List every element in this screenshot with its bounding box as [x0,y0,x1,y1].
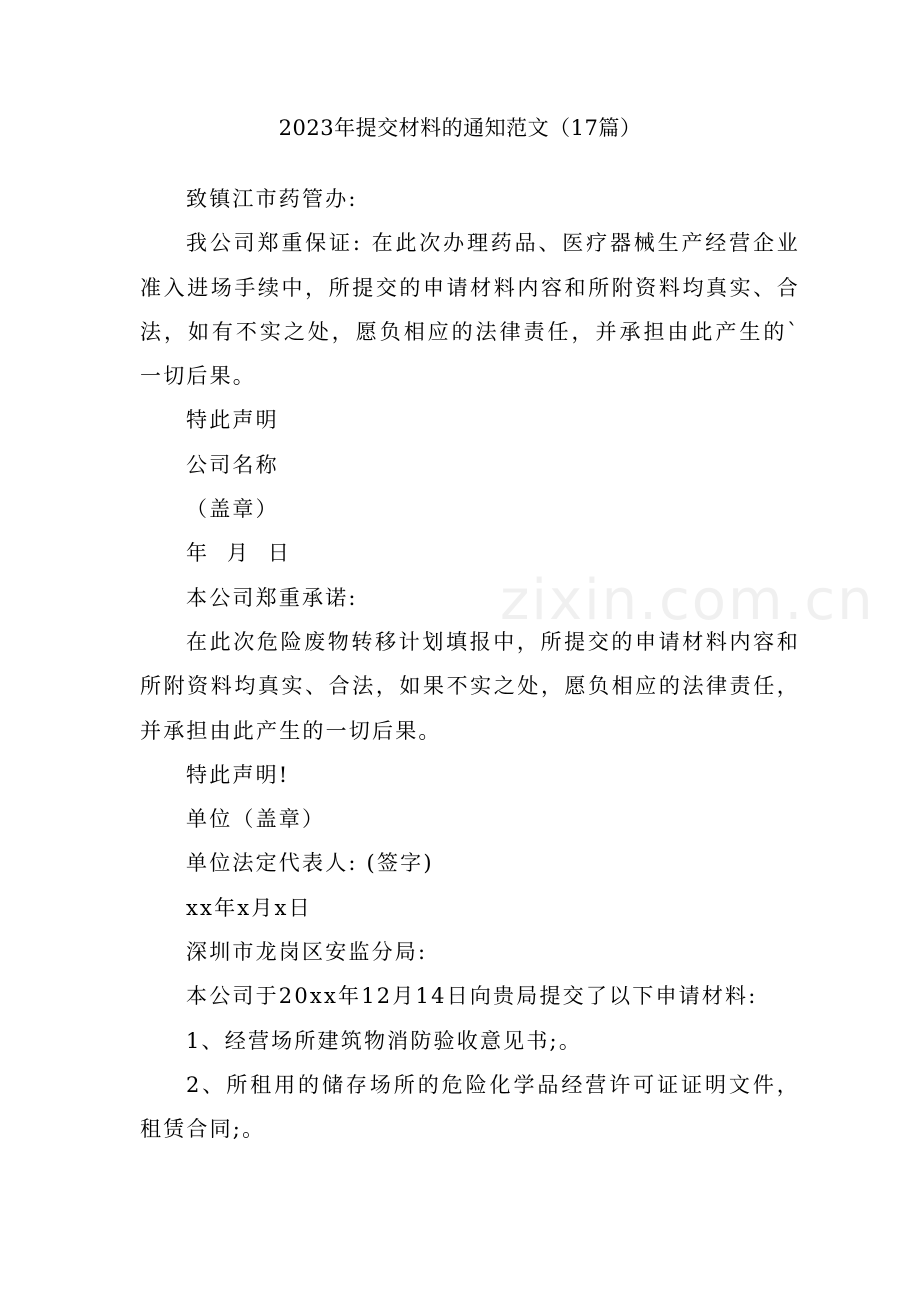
guarantee-paragraph: 我公司郑重保证: 在此次办理药品、医疗器械生产经营企业准入进场手续中，所提交的申请材料内容和所附资料均真实、合法，如有不实之处，愿负相应的法律责任，并承担由此产生的`一切后果。 [140,231,800,389]
seal-line: （盖章） [186,497,279,522]
submission-paragraph: 本公司于20xx年12月14日向贵局提交了以下申请材料: [186,984,758,1009]
salutation-paragraph: 致镇江市药管办: [186,187,358,211]
date-line: 年 月 日 [186,541,292,566]
date-line-2: xx年x月x日 [186,895,312,920]
addressee-line: 深圳市龙岗区安监分局: [186,940,428,965]
list-item: 1、经营场所建筑物消防验收意见书;。 [186,1028,583,1053]
company-name-line: 公司名称 [186,452,279,477]
commitment-paragraph: 在此次危险废物转移计划填报中，所提交的申请材料内容和所附资料均真实、合法，如果不实之处，愿负相应的法律责任，并承担由此产生的一切后果。 [140,629,800,743]
commitment-heading: 本公司郑重承诺: [186,585,358,610]
declaration-line: 特此声明 [186,408,279,433]
list-item: 2、所租用的储存场所的危险化学品经营许可证证明文件，租赁合同;。 [140,1072,800,1142]
legal-representative-line: 单位法定代表人: (签字) [186,851,434,876]
document-title: 2023年提交材料的通知范文（17篇） [278,116,642,140]
declaration-line-2: 特此声明! [186,762,290,787]
watermark: zixin.com.cn [500,568,875,633]
document-body [140,177,800,1152]
unit-seal-line: 单位（盖章） [186,807,326,832]
